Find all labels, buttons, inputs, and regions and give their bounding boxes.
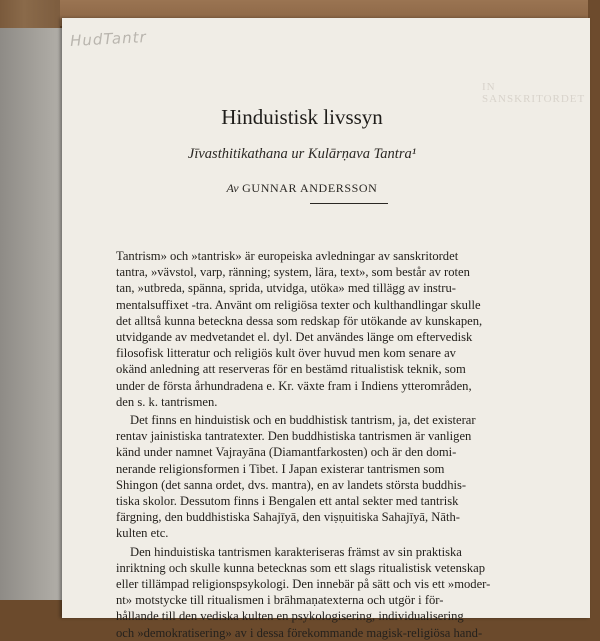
article-title: Hinduistisk livssyn bbox=[221, 105, 383, 129]
text-line: nt» motstycke till ritualismen i brāhmaṇatexterna och utgör i för- bbox=[116, 593, 444, 608]
text-line: inriktning och skulle kunna betecknas som ett slags ritualistisk vetenskap bbox=[116, 560, 486, 575]
text-line: rentav jainistiska tantratexter. Den buddhistiska tantrismen är vanligen bbox=[116, 429, 472, 444]
text-line: det alltså kunna beteckna dessa som redskap för utökande av kunskapen, bbox=[116, 313, 483, 328]
byline bbox=[62, 181, 542, 196]
book-page bbox=[62, 18, 590, 640]
text-line: utvidgande av medvetandet el. dyl. Det användes länge om eftervedisk bbox=[116, 330, 473, 345]
article-subtitle: Jīvasthitikathana ur Kulārṇava Tantra¹ bbox=[187, 146, 417, 162]
byline-prefix: Av bbox=[226, 181, 239, 195]
byline-author: GUNNAR ANDERSSON bbox=[242, 181, 378, 195]
article-body bbox=[116, 248, 558, 641]
text-line: okänd anledning att reserveras för en bestämd ritualistisk teknik, som bbox=[116, 362, 466, 377]
text-line: känd under namnet Vajrayāna (Diamantfarkosten) och är den domi- bbox=[116, 445, 457, 460]
text-line: tiska skolor. Dessutom finns i Bengalen ett antal sekter med tantrisk bbox=[116, 494, 459, 509]
title-divider bbox=[310, 203, 388, 204]
text-line: Shingon (det sanna ordet, dvs. mantra), en av landets största buddhis- bbox=[116, 477, 467, 492]
text-line: den s. k. tantrismen. bbox=[116, 394, 218, 409]
text-line: Den hinduistiska tantrismen karakteriseras främst av sin praktiska bbox=[130, 544, 462, 559]
text-line: och »demokratisering» av i dessa förekommande magisk-religiösa hand- bbox=[116, 625, 483, 640]
text-line: tantra, »vävstol, varp, ränning; system, lära, text», som består av roten bbox=[116, 265, 470, 280]
paragraph-1 bbox=[116, 248, 558, 410]
bleed-through-running-head: IN SANSKRITORDET bbox=[482, 81, 586, 105]
text-line: Det finns en hinduistisk och en buddhistisk tantrism, ja, det existerar bbox=[130, 413, 476, 428]
text-line: färgning, den buddhistiska Sahajīyā, den viṣṇuitiska Sahajīyā, Nāth- bbox=[116, 510, 460, 525]
text-line: tan, »utbreda, spänna, sprida, utvidga, utöka» med tillägg av instru- bbox=[116, 281, 456, 296]
facing-page-edge bbox=[0, 28, 64, 600]
text-line: Tantrism» och »tantrisk» är europeiska avledningar av sanskritordet bbox=[116, 249, 459, 263]
text-line: eller tillämpad religionspsykologi. Den innebär på sätt och vis ett »moder- bbox=[116, 577, 491, 592]
text-line: hållande till den vediska kulten en psykologisering, individualisering bbox=[116, 609, 464, 624]
text-line: filosofisk litteratur och religiös kult över huvud men kom senare av bbox=[116, 346, 456, 361]
text-line: under de första århundradena e. Kr. växte fram i Indiens ytterområden, bbox=[116, 378, 472, 393]
text-line: kulten etc. bbox=[116, 526, 169, 541]
paragraph-2 bbox=[116, 412, 558, 542]
pencil-annotation: HudTantr bbox=[69, 28, 148, 50]
text-line: mentalsuffixet -tra. Använt om religiösa texter och kulthandlingar skulle bbox=[116, 297, 481, 312]
paragraph-3 bbox=[116, 544, 558, 641]
text-line: nerande religionsformen i Tibet. I Japan existerar tantrismen som bbox=[116, 461, 445, 476]
